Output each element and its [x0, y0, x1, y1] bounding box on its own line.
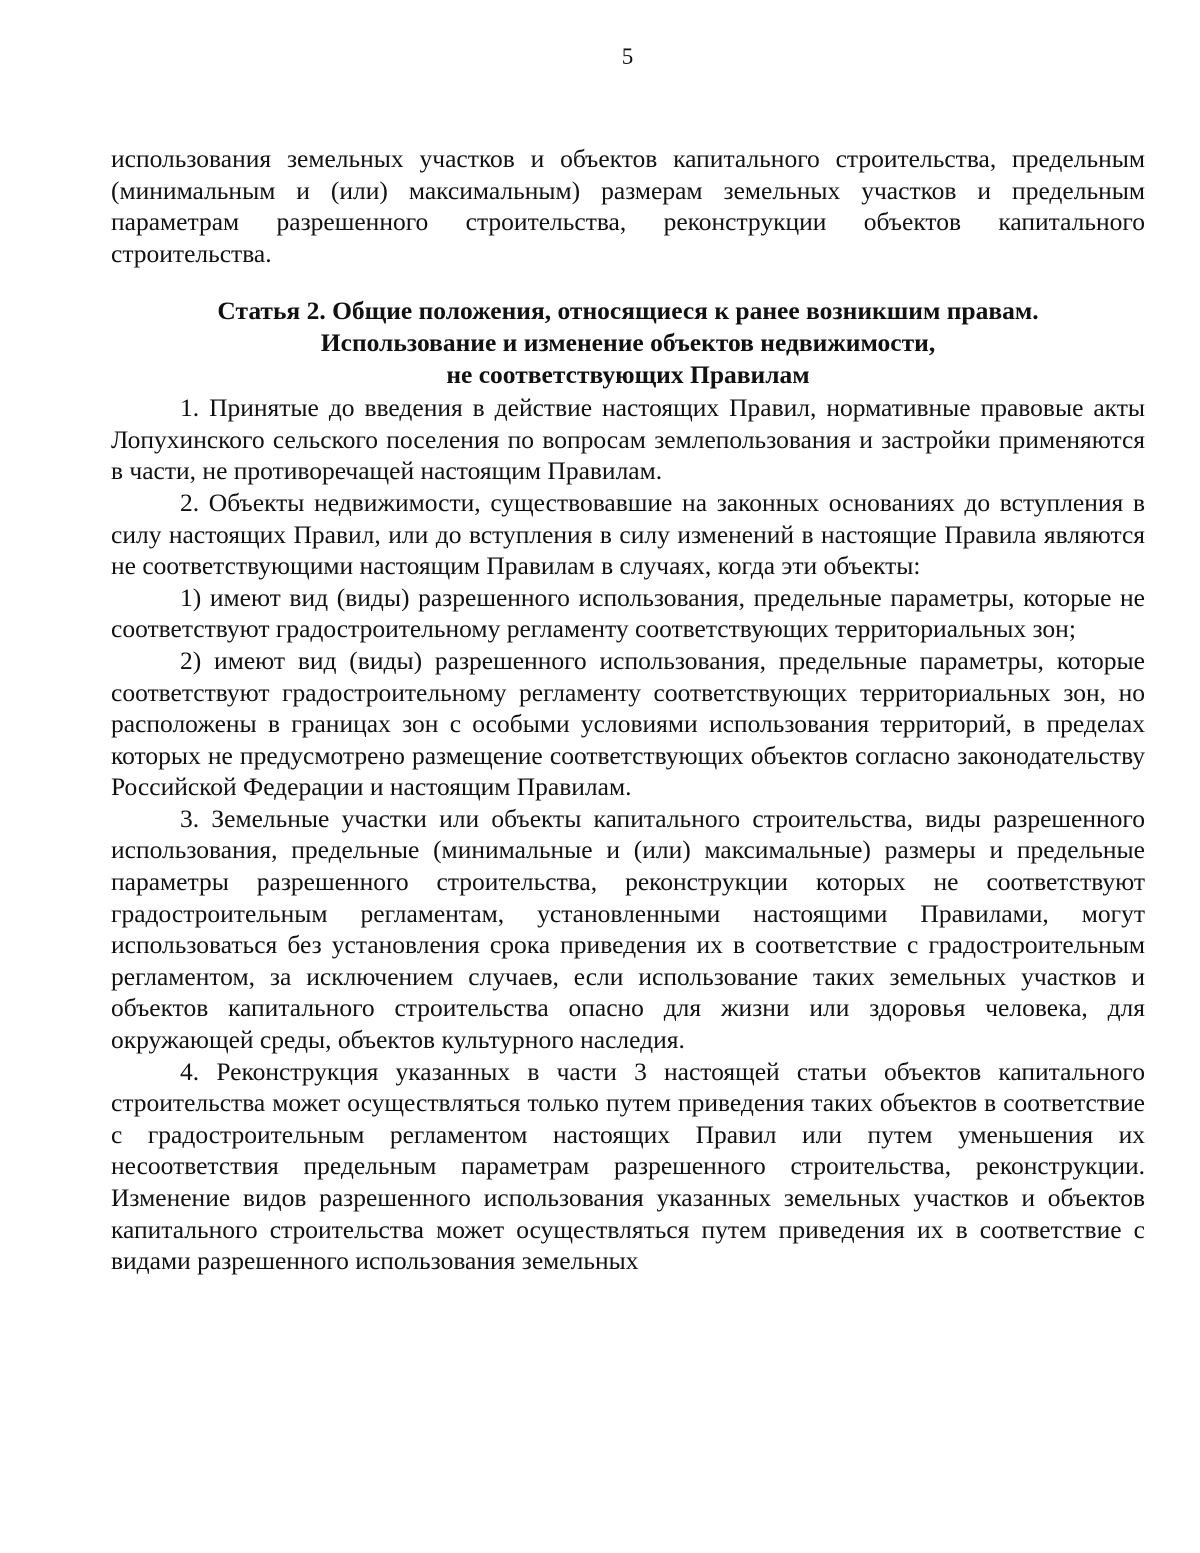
article-heading-line-2: Использование и изменение объектов недвижимости,: [320, 327, 936, 357]
paragraph-4: 4. Реконструкция указанных в части 3 настоящей статьи объектов капитального строительства может осуществляться только путем приведения таких объектов в соответствие с градостроительным регламентом настоящих Правил или путем уменьшения их несоответствия предельным параметрам разрешенного строительства, реконструкции. Изменение видов разрешенного использования указанных земельных участков и объектов капитального строительства может осуществляться путем приведения их в соответствие с видами разрешенного использования земельных: [111, 1056, 1145, 1276]
document-body: [111, 143, 1145, 1277]
article-heading-line-3: не соответствующих Правилам: [446, 359, 810, 389]
page-number: 5: [621, 44, 634, 69]
subparagraph-1: 1) имеют вид (виды) разрешенного использования, предельные параметры, которые не соответствуют градостроительному регламенту соответствующих территориальных зон;: [111, 582, 1145, 644]
paragraph-1: 1. Принятые до введения в действие настоящих Правил, нормативные правовые акты Лопухинского сельского поселения по вопросам землепользования и застройки применяются в части, не противоречащей настоящим Правилам.: [111, 393, 1145, 486]
paragraph-2: 2. Объекты недвижимости, существовавшие на законных основаниях до вступления в силу настоящих Правил, или до вступления в силу изменений в настоящие Правила являются не соответствующими настоящим Правилам в случаях, когда эти объекты:: [111, 487, 1145, 581]
subparagraph-2: 2) имеют вид (виды) разрешенного использования, предельные параметры, которые соответствуют градостроительному регламенту соответствующих территориальных зон, но расположены в границах зон с особыми условиями использования территорий, в пределах которых не предусмотрено размещение соответствующих объектов согласно законодательству Российской Федерации и настоящим Правилам.: [111, 645, 1145, 802]
article-heading-line-1: Статья 2. Общие положения, относящиеся к ранее возникшим правам.: [217, 296, 1039, 326]
intro-paragraph: использования земельных участков и объектов капитального строительства, предельным (минимальным и (или) максимальным) размерам земельных участков и предельным параметрам разрешенного строительства, реконструкции объектов капитального строительства.: [111, 144, 1145, 268]
paragraph-3: 3. Земельные участки или объекты капитального строительства, виды разрешенного использования, предельные (минимальные и (или) максимальные) размеры и предельные параметры разрешенного строительства, реконструкции которых не соответствуют градостроительным регламентам, установленными настоящими Правилами, могут использоваться без установления срока приведения их в соответствие с градостроительным регламентом, за исключением случаев, если использование таких земельных участков и объектов капитального строительства опасно для жизни или здоровья человека, для окружающей среды, объектов культурного наследия.: [111, 803, 1145, 1055]
article-heading: [111, 269, 1145, 392]
